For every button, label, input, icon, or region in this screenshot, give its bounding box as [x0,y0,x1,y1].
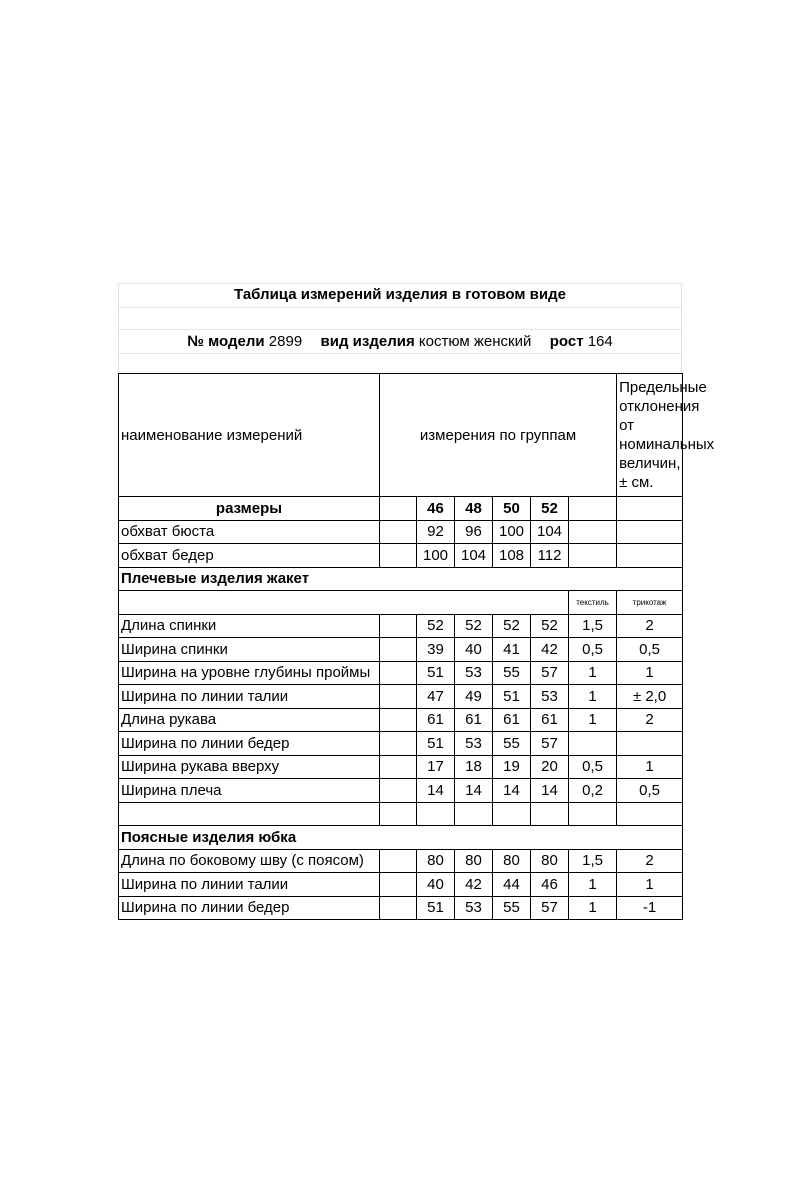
knit-tolerance: 0,5 [617,638,683,662]
height-value: 164 [587,333,613,350]
value-cell: 52 [493,614,531,638]
empty-cell [380,638,417,662]
value-cell: 57 [531,661,569,685]
empty-cell [380,849,417,873]
knit-tolerance: 1 [617,755,683,779]
product-type-value: костюм женский [418,333,532,350]
value-cell: 61 [417,708,455,732]
row-name: обхват бедер [119,544,380,568]
textile-tolerance: 1 [569,661,617,685]
textile-tolerance: 0,5 [569,638,617,662]
value-cell: 39 [417,638,455,662]
empty-cell [569,544,617,568]
value-cell: 100 [417,544,455,568]
header-measurement-groups: измерения по группам [380,374,617,497]
value-cell: 41 [493,638,531,662]
row-name: Ширина по линии бедер [119,732,380,756]
size-cell: 52 [531,497,569,521]
row-name: Длина по боковому шву (с поясом) [119,849,380,873]
row-name: Ширина спинки [119,638,380,662]
knit-tolerance: 1 [617,661,683,685]
table-row [119,614,683,638]
value-cell: 14 [417,779,455,803]
value-cell: 108 [493,544,531,568]
empty-cell [380,755,417,779]
empty-cell [417,802,455,826]
value-cell: 47 [417,685,455,709]
model-label: № модели [187,333,265,350]
header-measurement-name: наименование измерений [119,374,380,497]
section-row [119,826,683,850]
row-name: Длина рукава [119,708,380,732]
table-row [119,520,683,544]
value-cell: 57 [531,732,569,756]
sizes-label: размеры [119,497,380,521]
value-cell: 51 [417,732,455,756]
header-deviation: Предельные отклонения от номинальных величин, ± см. [617,374,683,497]
empty-cell [380,520,417,544]
empty-cell [119,591,569,615]
row-name: Ширина рукава вверху [119,755,380,779]
value-cell: 18 [455,755,493,779]
table-row [119,873,683,897]
dev-textile-header: текстиль [569,591,617,615]
table-row [119,685,683,709]
table-row [119,661,683,685]
textile-tolerance: 1 [569,685,617,709]
value-cell: 53 [531,685,569,709]
textile-tolerance: 1 [569,873,617,897]
empty-cell [493,802,531,826]
value-cell: 51 [417,896,455,920]
value-cell: 55 [493,896,531,920]
knit-tolerance [617,732,683,756]
value-cell: 92 [417,520,455,544]
height-label: рост [549,333,584,350]
size-cell: 46 [417,497,455,521]
model-info [118,330,682,354]
textile-tolerance: 0,2 [569,779,617,803]
table-row [119,849,683,873]
value-cell: 46 [531,873,569,897]
product-type-label: вид изделия [320,333,415,350]
value-cell: 52 [531,614,569,638]
table-row [119,896,683,920]
value-cell: 80 [531,849,569,873]
section-title-jacket: Плечевые изделия жакет [119,567,683,591]
row-name: Ширина по линии талии [119,873,380,897]
table-row [119,708,683,732]
textile-tolerance [569,732,617,756]
empty-cell [380,708,417,732]
value-cell: 96 [455,520,493,544]
value-cell: 51 [417,661,455,685]
value-cell: 104 [455,544,493,568]
empty-cell [380,896,417,920]
knit-tolerance: 2 [617,708,683,732]
deviation-subheader-row [119,591,683,615]
value-cell: 14 [531,779,569,803]
value-cell: 53 [455,661,493,685]
value-cell: 80 [455,849,493,873]
value-cell: 40 [455,638,493,662]
value-cell: 104 [531,520,569,544]
value-cell: 53 [455,732,493,756]
empty-cell [380,802,417,826]
value-cell: 55 [493,732,531,756]
knit-tolerance: 2 [617,614,683,638]
textile-tolerance: 1,5 [569,614,617,638]
empty-cell [455,802,493,826]
table-row [119,755,683,779]
value-cell: 19 [493,755,531,779]
empty-cell [531,802,569,826]
row-name: Ширина плеча [119,779,380,803]
textile-tolerance: 1 [569,708,617,732]
textile-tolerance: 1 [569,896,617,920]
value-cell: 61 [455,708,493,732]
row-name: Ширина по линии бедер [119,896,380,920]
knit-tolerance: 2 [617,849,683,873]
empty-cell [380,614,417,638]
empty-cell [569,802,617,826]
value-cell: 52 [417,614,455,638]
value-cell: 42 [531,638,569,662]
section-row [119,567,683,591]
row-name: Длина спинки [119,614,380,638]
value-cell: 49 [455,685,493,709]
measurement-table [118,373,715,920]
empty-cell [617,544,683,568]
model-number: 2899 [268,333,303,350]
empty-cell [119,802,380,826]
section-title-skirt: Поясные изделия юбка [119,826,683,850]
value-cell: 14 [493,779,531,803]
blank-row [119,802,683,826]
table-row [119,544,683,568]
value-cell: 52 [455,614,493,638]
empty-cell [380,661,417,685]
value-cell: 57 [531,896,569,920]
empty-cell [380,544,417,568]
value-cell: 80 [417,849,455,873]
row-name: обхват бюста [119,520,380,544]
value-cell: 53 [455,896,493,920]
table-row [119,732,683,756]
knit-tolerance: 0,5 [617,779,683,803]
knit-tolerance: ± 2,0 [617,685,683,709]
value-cell: 80 [493,849,531,873]
size-cell: 50 [493,497,531,521]
empty-cell [380,732,417,756]
empty-cell [569,497,617,521]
value-cell: 112 [531,544,569,568]
sizes-row [119,497,683,521]
knit-tolerance: -1 [617,896,683,920]
textile-tolerance: 0,5 [569,755,617,779]
value-cell: 14 [455,779,493,803]
value-cell: 100 [493,520,531,544]
row-name: Ширина по линии талии [119,685,380,709]
value-cell: 61 [531,708,569,732]
value-cell: 61 [493,708,531,732]
size-cell: 48 [455,497,493,521]
empty-cell [617,497,683,521]
header-row [119,374,683,497]
knit-tolerance: 1 [617,873,683,897]
table-title: Таблица измерений изделия в готовом виде [234,286,566,303]
dev-knit-header: трикотаж [617,591,683,615]
empty-cell [380,497,417,521]
table-row [119,779,683,803]
row-name: Ширина на уровне глубины проймы [119,661,380,685]
value-cell: 42 [455,873,493,897]
value-cell: 17 [417,755,455,779]
textile-tolerance: 1,5 [569,849,617,873]
value-cell: 40 [417,873,455,897]
empty-cell [380,779,417,803]
value-cell: 55 [493,661,531,685]
empty-cell [380,873,417,897]
value-cell: 51 [493,685,531,709]
table-row [119,638,683,662]
empty-cell [569,520,617,544]
empty-cell [380,685,417,709]
empty-cell [617,520,683,544]
value-cell: 44 [493,873,531,897]
empty-cell [617,802,683,826]
value-cell: 20 [531,755,569,779]
